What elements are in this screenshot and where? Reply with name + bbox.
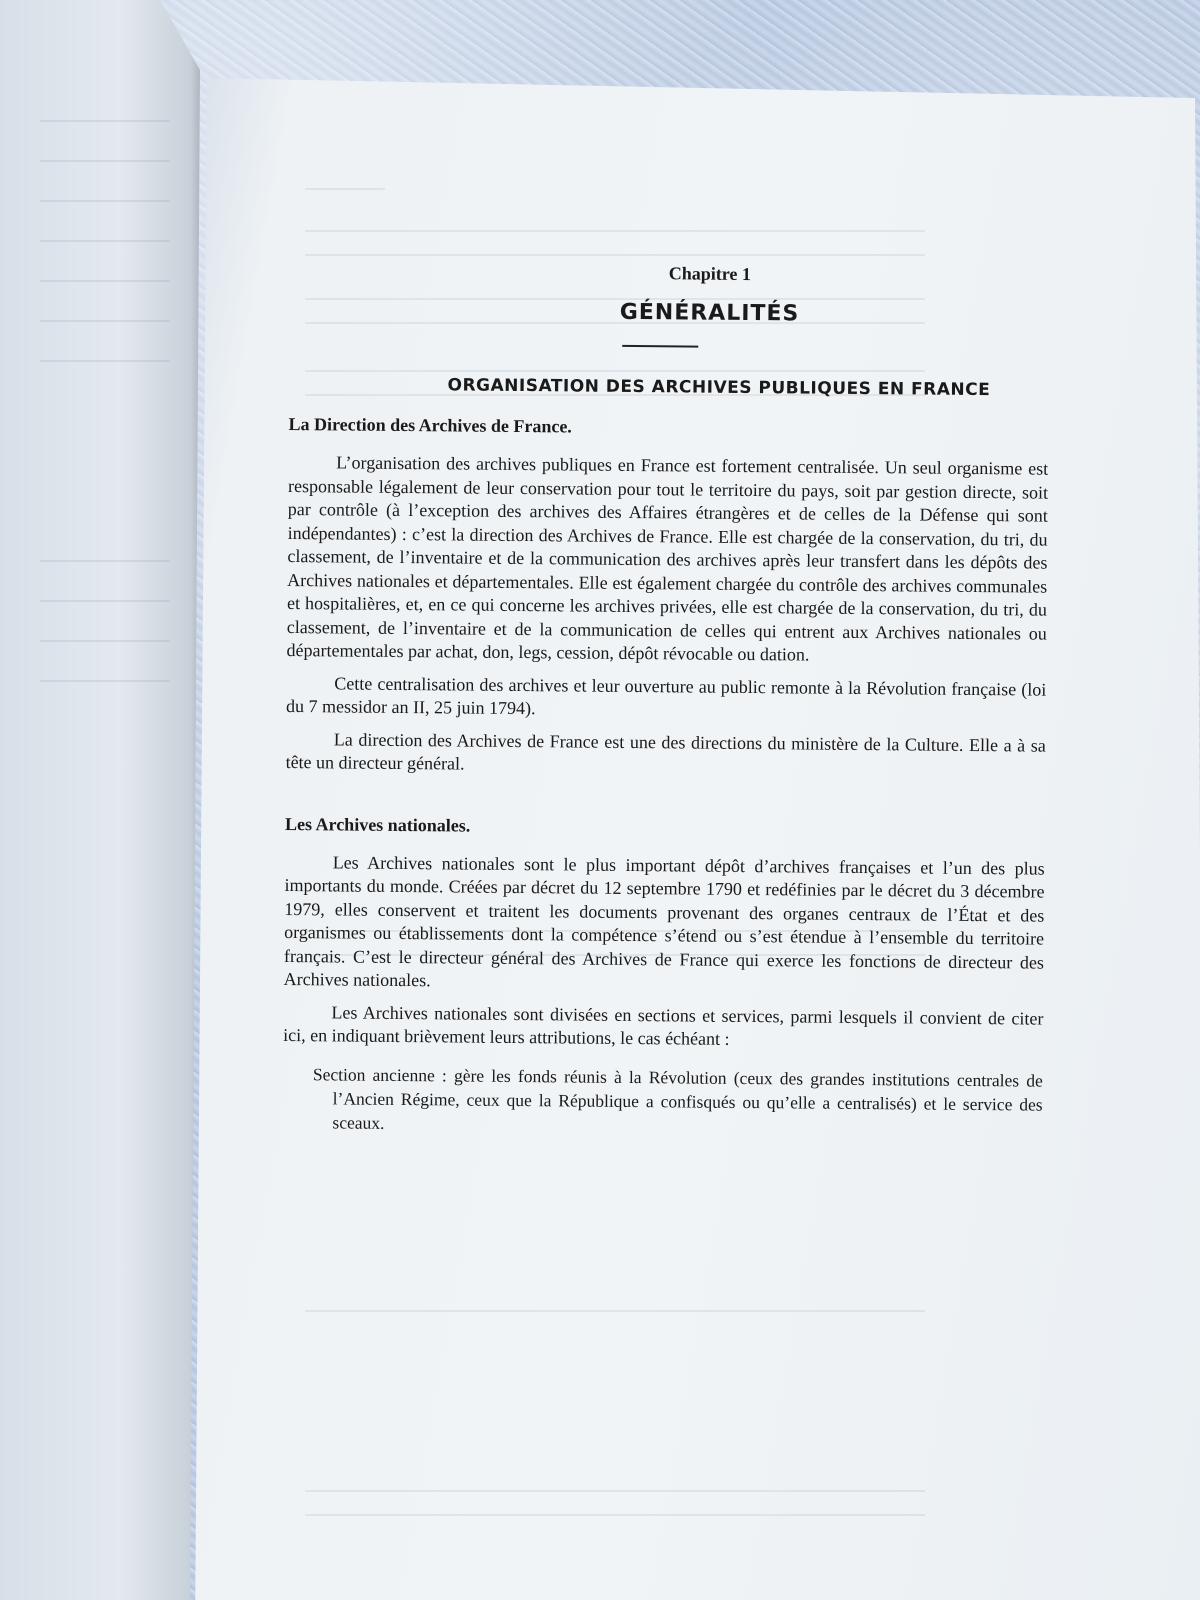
show-through-line <box>305 1310 925 1312</box>
left-page <box>0 0 200 1600</box>
show-through-line <box>40 120 170 122</box>
chapter-title: GÉNÉRALITÉS <box>619 299 800 327</box>
paragraph: L’organisation des archives publiques en France est fortement centralisée. Un seul organisme est responsable légalement de leur conservation pour tout le territoire du pays, soit par gestion directe, soit par contrôle (à l’exception des archives des Affaires étrangères et de celles de la Défense qui sont indépendantes) : c’est la direction des Archives de France. Elle est chargée de la conservation, du tri, du classement, de l’inventaire et de la communication des archives après leur transfert dans les dépôts des Archives nationales et départementales. Elle est également chargée du contrôle des archives communales et hospitalières, et, en ce qui concerne les archives privées, elle est chargée de la conservation, du tri, du classement, de l’inventaire et de la communication de celles qui entrent aux Archives nationales ou départementales par achat, don, legs, cession, dépôt révocable ou dation. <box>286 452 1049 665</box>
show-through-line <box>40 680 170 682</box>
paragraph: Les Archives nationales sont le plus important dépôt d’archives françaises et l’un des plus importants du monde. Créées par décret du 12 septembre 1790 et redéfinies par le décret du 3 décembre 1979, elles conservent et traitent les documents provenant des organes centraux de l’État et des organismes ou établissements dont la compétence s’étend ou s’est étendue à l’ensemble du territoire français. C’est le directeur général des Archives de France qui exerce les fonctions de directeur des Archives nationales. <box>283 851 1045 991</box>
show-through-line <box>40 320 170 322</box>
section-heading: ORGANISATION DES ARCHIVES PUBLIQUES EN FRANCE <box>447 375 991 401</box>
show-through-line <box>40 160 170 162</box>
chapter-label: Chapitre 1 <box>668 263 752 285</box>
show-through-line <box>305 1490 925 1492</box>
show-through-line <box>40 640 170 642</box>
show-through-line <box>40 240 170 242</box>
page-content <box>282 260 1050 1140</box>
show-through-line <box>305 188 385 190</box>
show-through-line <box>40 560 170 562</box>
subheading-nationales: Les Archives nationales. <box>284 813 471 836</box>
show-through-line <box>305 1514 925 1516</box>
subheading-direction: La Direction des Archives de France. <box>288 413 572 437</box>
show-through-line <box>305 230 925 232</box>
show-through-line <box>40 200 170 202</box>
show-through-line <box>40 360 170 362</box>
show-through-line <box>305 254 925 256</box>
list-item: Section ancienne : gère les fonds réunis à la Révolution (ceux des grandes institutions centrales de l’Ancien Régime, ceux que la République a confisqués ou qu’elle a centralisés) et le service des sceaux. <box>312 1063 1043 1133</box>
paragraph: Cette centralisation des archives et leur ouverture au public remonte à la Révolution française (loi du 7 messidor an II, 25 juin 1794). <box>286 672 1047 719</box>
title-rule <box>622 345 698 348</box>
show-through-line <box>40 600 170 602</box>
paragraph: La direction des Archives de France est une des directions du ministère de la Culture. Elle a à sa tête un directeur général. <box>285 728 1046 774</box>
show-through-line <box>40 280 170 282</box>
paragraph: Les Archives nationales sont divisées en sections et services, parmi lesquels il convient de citer ici, en indiquant brièvement leurs attributions, le cas échéant : <box>283 1001 1044 1049</box>
